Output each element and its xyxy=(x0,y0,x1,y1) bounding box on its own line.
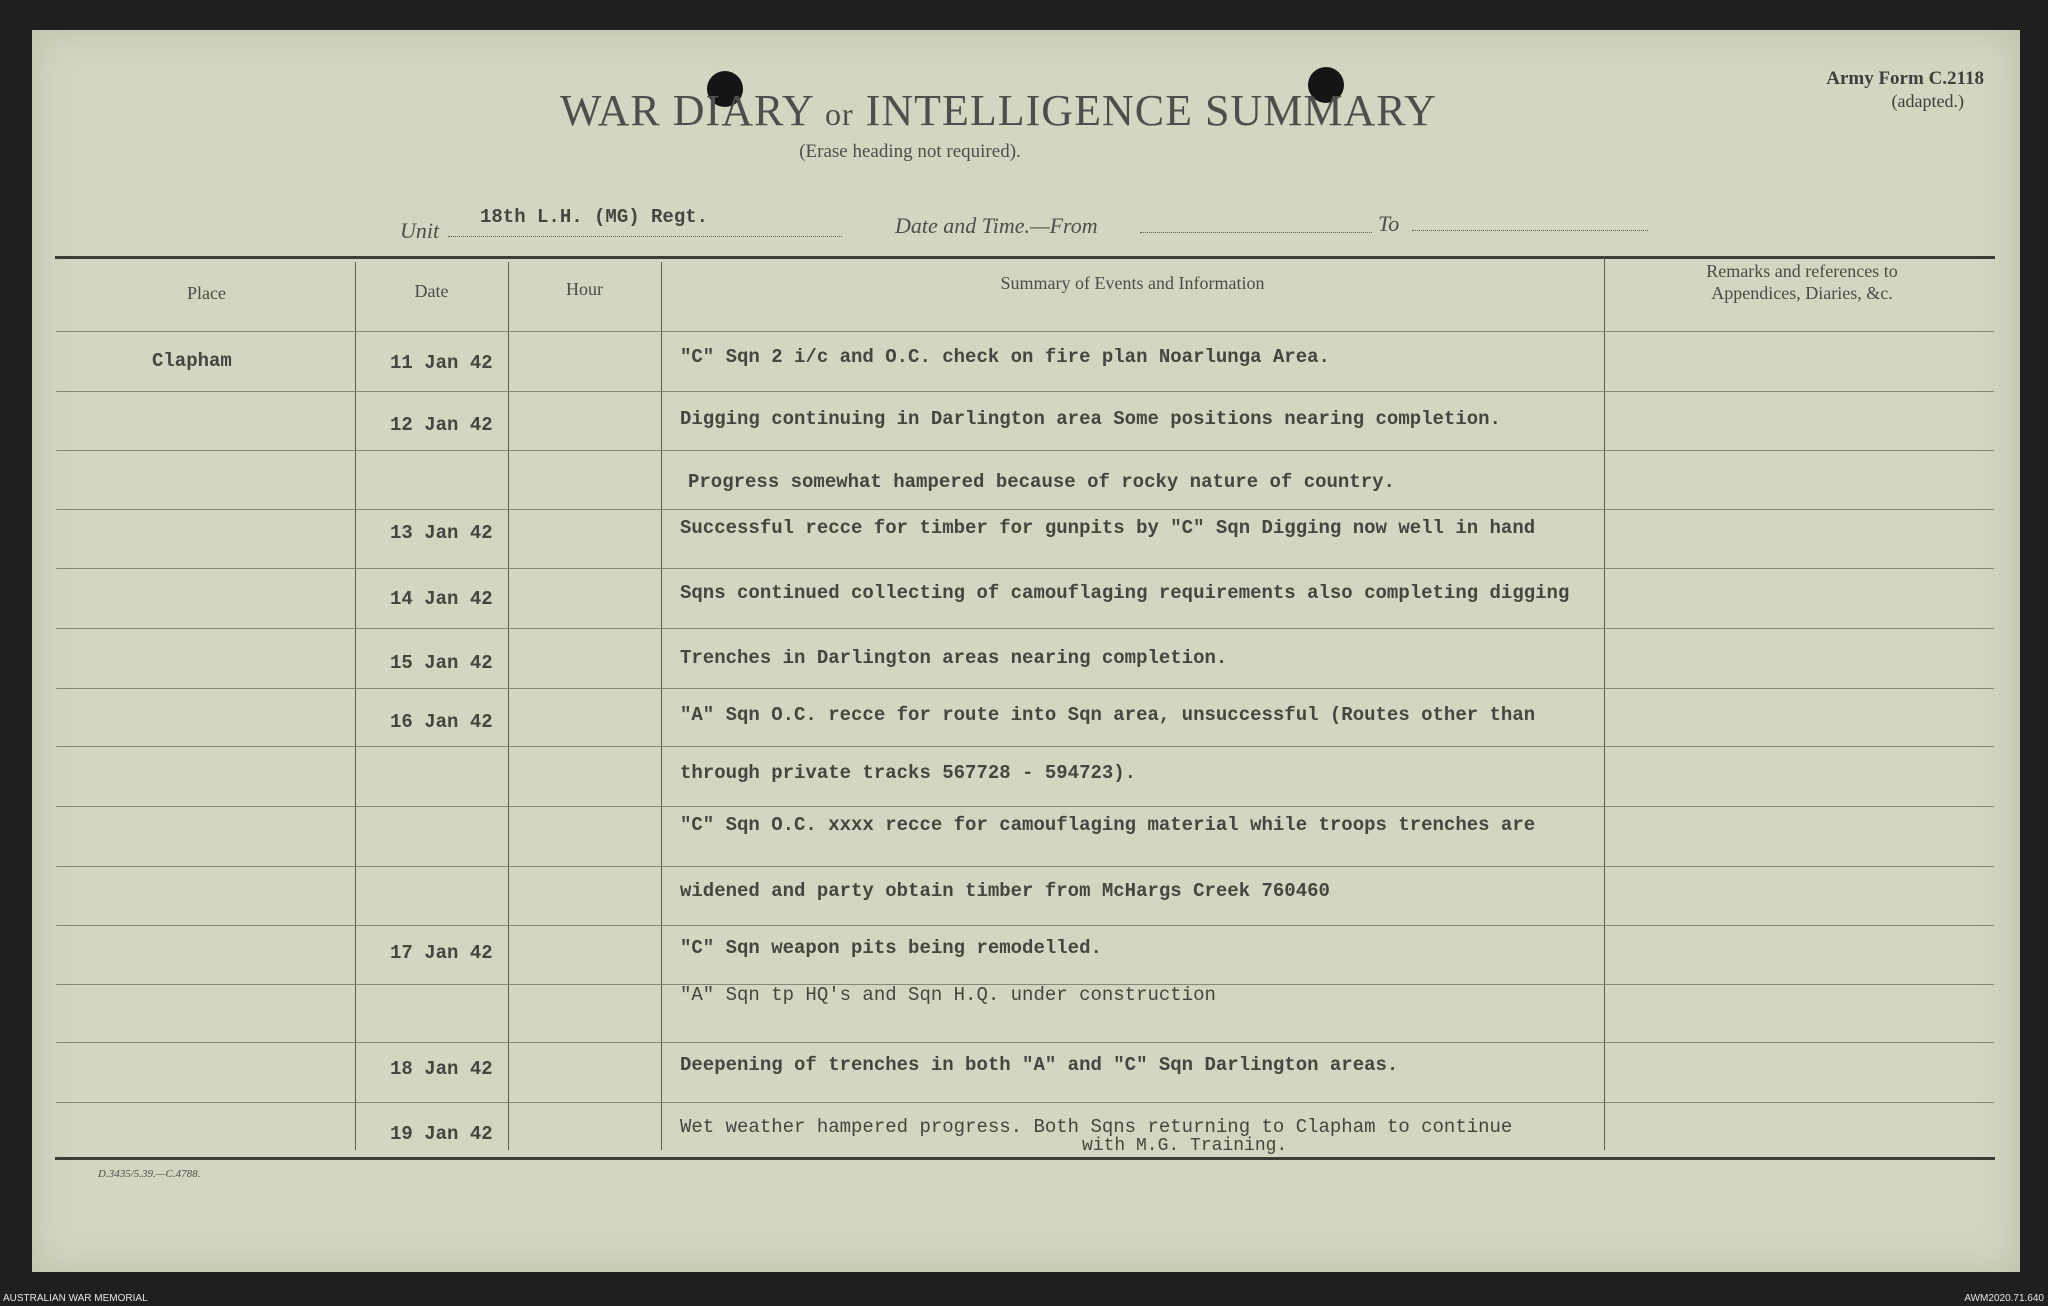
row-line xyxy=(56,450,355,451)
row-line xyxy=(355,984,508,985)
unit-value: 18th L.H. (MG) Regt. xyxy=(480,206,709,228)
date-cell: 17 Jan 42 xyxy=(390,942,493,964)
to-dotline xyxy=(1412,230,1648,231)
column-header-date: Date xyxy=(414,281,449,301)
form-code: D.3435/5.39.—C.4788. xyxy=(98,1168,201,1180)
row-line xyxy=(1604,984,1994,985)
row-line xyxy=(56,925,355,926)
army-form-note: (adapted.) xyxy=(1891,91,1964,111)
row-line xyxy=(1604,450,1994,451)
date-cell: 11 Jan 42 xyxy=(390,352,493,374)
column-divider-place xyxy=(355,262,356,1150)
table-top-rule xyxy=(55,256,1995,259)
summary-cell: "A" Sqn O.C. recce for route into Sqn area, unsuccessful (Routes other than xyxy=(680,704,1536,726)
row-line xyxy=(1604,1042,1994,1043)
row-line xyxy=(661,1042,1604,1043)
summary-cell: Successful recce for timber for gunpits by "C" Sqn Digging now well in hand xyxy=(680,517,1536,539)
row-line xyxy=(56,1102,355,1103)
row-line xyxy=(355,568,508,569)
row-line xyxy=(56,806,355,807)
row-line xyxy=(508,628,661,629)
row-line xyxy=(56,331,355,332)
table-bottom-rule xyxy=(55,1157,1995,1160)
column-divider-date xyxy=(508,262,509,1150)
row-line xyxy=(508,866,661,867)
summary-cell: Digging continuing in Darlington area Some positions nearing completion. xyxy=(680,408,1501,430)
column-divider-hour xyxy=(661,262,662,1150)
row-line xyxy=(355,628,508,629)
row-line xyxy=(355,806,508,807)
place-cell: Clapham xyxy=(152,350,232,372)
summary-cell: widened and party obtain timber from McHargs Creek 760460 xyxy=(680,880,1330,902)
row-line xyxy=(661,331,1604,332)
row-line xyxy=(56,391,355,392)
row-line xyxy=(508,509,661,510)
date-cell: 13 Jan 42 xyxy=(390,522,493,544)
row-line xyxy=(355,925,508,926)
row-line xyxy=(508,1042,661,1043)
archive-id: AWM2020.71.640 xyxy=(1964,1293,2044,1304)
row-line xyxy=(56,509,355,510)
row-line xyxy=(661,688,1604,689)
row-line xyxy=(1604,568,1994,569)
summary-cell: Trenches in Darlington areas nearing completion. xyxy=(680,647,1228,669)
row-line xyxy=(355,450,508,451)
row-line xyxy=(56,568,355,569)
page-title: WAR DIARY or INTELLIGENCE SUMMARY xyxy=(560,86,1437,135)
row-line xyxy=(1604,746,1994,747)
row-line xyxy=(355,688,508,689)
row-line xyxy=(1604,925,1994,926)
row-line xyxy=(661,450,1604,451)
row-line xyxy=(1604,806,1994,807)
page-subtitle: (Erase heading not required). xyxy=(799,141,1021,162)
row-line xyxy=(56,628,355,629)
row-line xyxy=(355,746,508,747)
summary-cell: "C" Sqn weapon pits being remodelled. xyxy=(680,937,1102,959)
row-line xyxy=(508,568,661,569)
date-cell: 14 Jan 42 xyxy=(390,588,493,610)
row-line xyxy=(661,925,1604,926)
date-time-label: Date and Time.—From xyxy=(895,213,1098,238)
unit-label: Unit xyxy=(400,218,440,243)
row-line xyxy=(508,984,661,985)
column-header-summary: Summary of Events and Information xyxy=(1000,273,1265,293)
column-header-place: Place xyxy=(187,283,226,303)
row-line xyxy=(508,450,661,451)
row-line xyxy=(355,1042,508,1043)
summary-cell: Wet weather hampered progress. Both Sqns returning to Clapham to continue xyxy=(680,1116,1513,1138)
summary-cell: with M.G. Training. xyxy=(1082,1136,1288,1156)
row-line xyxy=(56,688,355,689)
row-line xyxy=(355,331,508,332)
row-line xyxy=(508,925,661,926)
row-line xyxy=(355,391,508,392)
row-line xyxy=(1604,688,1994,689)
remarks-header-line2: Appendices, Diaries, &c. xyxy=(1711,283,1893,303)
summary-cell: Sqns continued collecting of camouflaging requirements also completing digging xyxy=(680,582,1570,604)
row-line xyxy=(56,1042,355,1043)
army-form-number: Army Form C.2118 xyxy=(1826,68,1984,89)
row-line xyxy=(355,509,508,510)
date-cell: 19 Jan 42 xyxy=(390,1123,493,1145)
summary-cell: through private tracks 567728 - 594723). xyxy=(680,762,1137,784)
army-form-label xyxy=(1826,68,1984,112)
row-line xyxy=(661,391,1604,392)
row-line xyxy=(508,746,661,747)
row-line xyxy=(508,331,661,332)
summary-cell: "C" Sqn 2 i/c and O.C. check on fire plan Noarlunga Area. xyxy=(680,346,1330,368)
row-line xyxy=(661,1102,1604,1103)
row-line xyxy=(1604,391,1994,392)
date-cell: 18 Jan 42 xyxy=(390,1058,493,1080)
row-line xyxy=(355,866,508,867)
row-line xyxy=(508,806,661,807)
row-line xyxy=(1604,866,1994,867)
archive-credit: AUSTRALIAN WAR MEMORIAL xyxy=(3,1293,148,1304)
row-line xyxy=(508,1102,661,1103)
remarks-header-line1: Remarks and references to xyxy=(1706,261,1898,281)
row-line xyxy=(56,746,355,747)
summary-cell: Progress somewhat hampered because of rocky nature of country. xyxy=(688,471,1395,493)
row-line xyxy=(508,391,661,392)
unit-dotline xyxy=(448,236,842,237)
row-line xyxy=(56,866,355,867)
to-label: To xyxy=(1378,211,1400,236)
summary-cell: "A" Sqn tp HQ's and Sqn H.Q. under construction xyxy=(680,984,1216,1006)
column-header-hour: Hour xyxy=(566,279,603,299)
row-line xyxy=(1604,509,1994,510)
column-header-remarks xyxy=(1604,260,2000,304)
row-line xyxy=(661,806,1604,807)
row-line xyxy=(56,984,355,985)
date-cell: 15 Jan 42 xyxy=(390,652,493,674)
row-line xyxy=(661,568,1604,569)
row-line xyxy=(661,746,1604,747)
row-line xyxy=(661,866,1604,867)
row-line xyxy=(661,509,1604,510)
date-cell: 12 Jan 42 xyxy=(390,414,493,436)
summary-cell: Deepening of trenches in both "A" and "C" Sqn Darlington areas. xyxy=(680,1054,1399,1076)
row-line xyxy=(661,628,1604,629)
row-line xyxy=(1604,331,1994,332)
row-line xyxy=(1604,628,1994,629)
date-cell: 16 Jan 42 xyxy=(390,711,493,733)
summary-cell: "C" Sqn O.C. xxxx recce for camouflaging material while troops trenches are xyxy=(680,814,1536,836)
row-line xyxy=(1604,1102,1994,1103)
from-dotline xyxy=(1140,232,1372,233)
row-line xyxy=(508,688,661,689)
row-line xyxy=(355,1102,508,1103)
